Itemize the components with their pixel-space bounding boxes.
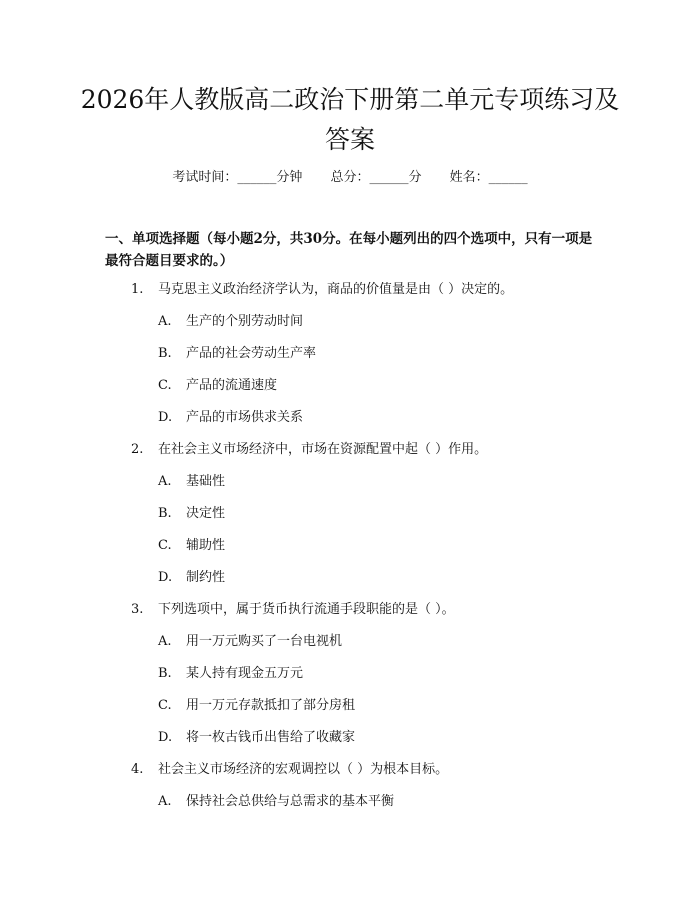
option-2a: [0, 472, 700, 504]
question-1: [0, 280, 700, 312]
option-3d: [0, 728, 700, 760]
option-text: 辅助性: [186, 538, 226, 553]
option-text: 决定性: [186, 506, 226, 521]
document-title: 2026年人教版高二政治下册第二单元专项练习及答案: [80, 85, 620, 154]
option-2b: [0, 504, 700, 536]
question-text: 社会主义市场经济的宏观调控以（ ）为根本目标。: [158, 762, 449, 777]
option-letter: C.: [158, 378, 172, 393]
name-field: 姓名：______: [449, 170, 528, 185]
option-text: 基础性: [186, 474, 226, 489]
option-3a: [0, 632, 700, 664]
option-text: 产品的市场供求关系: [186, 410, 304, 425]
question-3: [0, 600, 700, 632]
question-number: 1.: [131, 282, 144, 297]
question-text: 在社会主义市场经济中，市场在资源配置中起（ ）作用。: [158, 442, 488, 457]
option-3b: [0, 664, 700, 696]
option-letter: A.: [158, 794, 172, 809]
question-4: [0, 760, 700, 792]
option-letter: D.: [158, 570, 173, 585]
exam-info: [0, 168, 700, 188]
question-list: [0, 280, 700, 824]
option-text: 产品的流通速度: [186, 378, 278, 393]
question-number: 2.: [131, 442, 144, 457]
option-1c: [0, 376, 700, 408]
option-1d: [0, 408, 700, 440]
question-number: 4.: [131, 762, 144, 777]
question-2: [0, 440, 700, 472]
exam-time-field: 考试时间：______分钟: [172, 170, 303, 185]
option-text: 制约性: [186, 570, 226, 585]
option-4a: [0, 792, 700, 824]
option-letter: D.: [158, 730, 173, 745]
option-2d: [0, 568, 700, 600]
option-letter: B.: [158, 346, 172, 361]
option-1b: [0, 344, 700, 376]
option-2c: [0, 536, 700, 568]
option-letter: C.: [158, 538, 172, 553]
option-text: 将一枚古钱币出售给了收藏家: [186, 730, 356, 745]
question-number: 3.: [131, 602, 144, 617]
option-text: 某人持有现金五万元: [186, 666, 304, 681]
option-letter: A.: [158, 314, 172, 329]
option-3c: [0, 696, 700, 728]
option-letter: B.: [158, 506, 172, 521]
option-text: 用一万元存款抵扣了部分房租: [186, 698, 356, 713]
question-text: 马克思主义政治经济学认为，商品的价值量是由（ ）决定的。: [158, 282, 514, 297]
option-letter: C.: [158, 698, 172, 713]
option-letter: B.: [158, 666, 172, 681]
option-text: 生产的个别劳动时间: [186, 314, 304, 329]
option-letter: A.: [158, 634, 172, 649]
section-heading: 一、单项选择题（每小题2分，共30分。在每小题列出的四个选项中，只有一项是最符合题目要求的。）: [105, 231, 593, 269]
option-1a: [0, 312, 700, 344]
option-text: 用一万元购买了一台电视机: [186, 634, 343, 649]
option-letter: D.: [158, 410, 173, 425]
question-text: 下列选项中，属于货币执行流通手段职能的是（ ）。: [158, 602, 455, 617]
option-text: 产品的社会劳动生产率: [186, 346, 317, 361]
total-score-field: 总分：______分: [330, 170, 422, 185]
option-text: 保持社会总供给与总需求的基本平衡: [186, 794, 395, 809]
option-letter: A.: [158, 474, 172, 489]
